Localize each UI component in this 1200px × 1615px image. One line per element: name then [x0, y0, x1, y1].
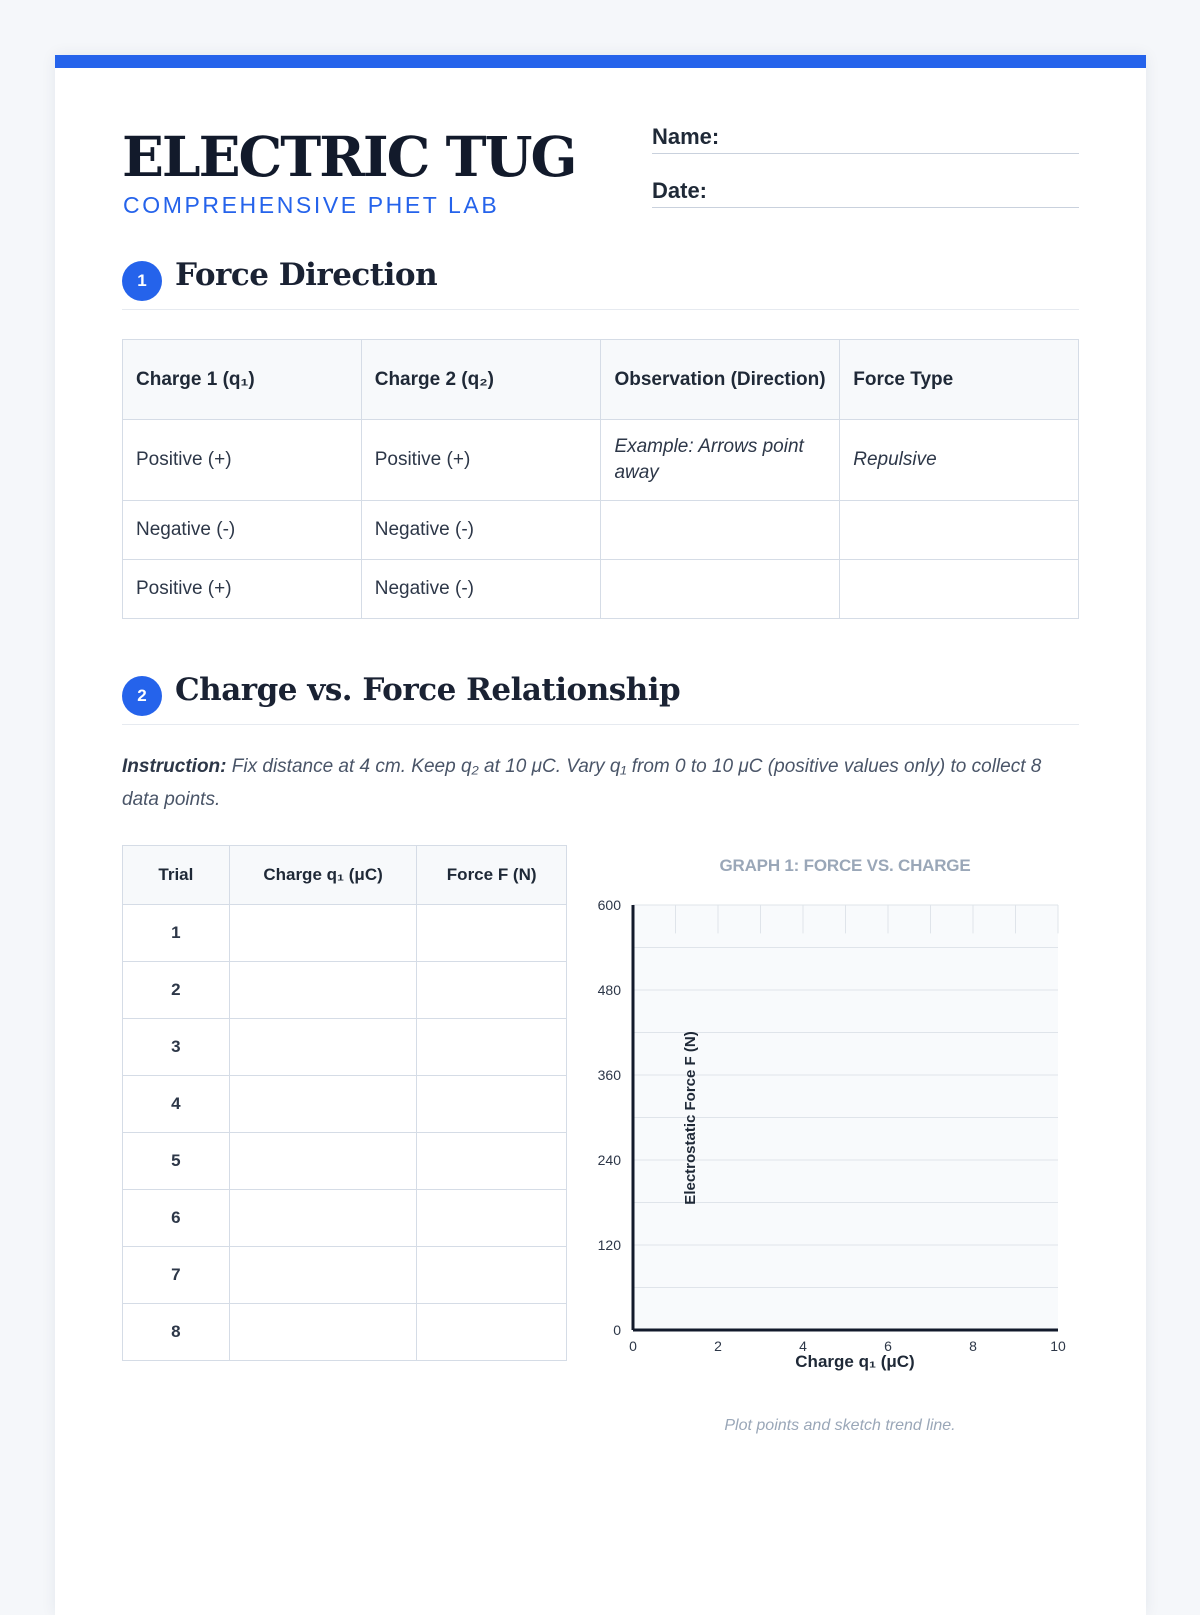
- force-cell[interactable]: [417, 1076, 567, 1133]
- charge-1-cell: Positive (+): [123, 560, 362, 619]
- x-tick-label: 6: [884, 1338, 892, 1354]
- table-row: [123, 560, 1079, 619]
- force-direction-table: [122, 339, 1079, 619]
- page-subtitle: COMPREHENSIVE PHET LAB: [123, 192, 500, 218]
- table-row: [123, 1019, 567, 1076]
- trial-number: 2: [123, 962, 230, 1019]
- section-title: Force Direction: [175, 257, 438, 293]
- table-row: [123, 1076, 567, 1133]
- force-type-cell[interactable]: Repulsive: [840, 420, 1079, 501]
- y-tick-label: 480: [597, 982, 621, 998]
- y-tick-label: 240: [597, 1152, 621, 1168]
- observation-cell[interactable]: Example: Arrows point away: [601, 420, 840, 501]
- trial-number: 8: [123, 1304, 230, 1361]
- charge-cell[interactable]: [229, 1076, 417, 1133]
- graph-y-axis-label: Electrostatic Force F (N): [682, 1031, 699, 1205]
- date-field[interactable]: [652, 176, 1079, 208]
- instruction-label: Instruction:: [122, 756, 227, 777]
- charge-cell[interactable]: [229, 1247, 417, 1304]
- section-title: Charge vs. Force Relationship: [175, 672, 681, 708]
- charge-cell[interactable]: [229, 962, 417, 1019]
- column-header: Force Type: [840, 340, 1079, 420]
- y-tick-label: 0: [613, 1322, 621, 1338]
- observation-cell[interactable]: [601, 560, 840, 619]
- section-number-badge: 1: [122, 261, 162, 301]
- column-header: Observation (Direction): [601, 340, 840, 420]
- charge-2-cell: Positive (+): [361, 420, 601, 501]
- table-row: [123, 420, 1079, 501]
- column-header: Charge 1 (q₁): [123, 340, 362, 420]
- trial-number: 5: [123, 1133, 230, 1190]
- page-title: ELECTRIC TUG: [122, 124, 576, 189]
- force-cell[interactable]: [417, 1133, 567, 1190]
- section-charge-force-header: [122, 672, 1079, 725]
- charge-cell[interactable]: [229, 1019, 417, 1076]
- column-header: Charge q₁ (μC): [229, 846, 417, 905]
- trial-number: 6: [123, 1190, 230, 1247]
- x-tick-label: 4: [799, 1338, 807, 1354]
- x-tick-label: 2: [714, 1338, 722, 1354]
- trial-number: 3: [123, 1019, 230, 1076]
- charge-cell[interactable]: [229, 1304, 417, 1361]
- graph-caption: Plot points and sketch trend line.: [724, 1417, 956, 1434]
- table-row: [123, 962, 567, 1019]
- data-table: [122, 845, 567, 1361]
- force-cell[interactable]: [417, 1304, 567, 1361]
- x-tick-label: 10: [1050, 1338, 1066, 1354]
- graph-x-axis-label: Charge q₁ (μC): [795, 1352, 915, 1371]
- table-row: [123, 1304, 567, 1361]
- charge-cell[interactable]: [229, 1190, 417, 1247]
- force-vs-charge-graph[interactable]: [575, 895, 1145, 1355]
- column-header: Trial: [123, 846, 230, 905]
- name-label: Name:: [652, 124, 720, 149]
- table-row: [123, 1247, 567, 1304]
- charge-2-cell: Negative (-): [361, 560, 601, 619]
- y-tick-label: 600: [597, 897, 621, 913]
- x-tick-label: 8: [969, 1338, 977, 1354]
- force-cell[interactable]: [417, 1190, 567, 1247]
- y-tick-label: 360: [597, 1067, 621, 1083]
- force-cell[interactable]: [417, 1019, 567, 1076]
- charge-1-cell: Negative (-): [123, 501, 362, 560]
- trial-number: 7: [123, 1247, 230, 1304]
- charge-1-cell: Positive (+): [123, 420, 362, 501]
- trial-number: 1: [123, 905, 230, 962]
- force-cell[interactable]: [417, 1247, 567, 1304]
- charge-cell[interactable]: [229, 1133, 417, 1190]
- force-cell[interactable]: [417, 962, 567, 1019]
- table-row: [123, 1133, 567, 1190]
- table-row: [123, 501, 1079, 560]
- instruction-body: Fix distance at 4 cm. Keep q₂ at 10 μC. Vary q₁ from 0 to 10 μC (positive values only) to collect 8 data points.: [122, 756, 1042, 810]
- force-type-cell[interactable]: [840, 560, 1079, 619]
- observation-cell[interactable]: [601, 501, 840, 560]
- force-cell[interactable]: [417, 905, 567, 962]
- column-header: Charge 2 (q₂): [361, 340, 601, 420]
- charge-2-cell: Negative (-): [361, 501, 601, 560]
- force-type-cell[interactable]: [840, 501, 1079, 560]
- date-label: Date:: [652, 178, 708, 203]
- table-row: [123, 1190, 567, 1247]
- section-force-direction-header: [122, 257, 1079, 310]
- worksheet-page: [55, 55, 1146, 1615]
- instruction-text: [122, 750, 1079, 816]
- table-row: [123, 905, 567, 962]
- y-tick-label: 120: [597, 1237, 621, 1253]
- trial-number: 4: [123, 1076, 230, 1133]
- accent-bar: [55, 55, 1146, 68]
- x-tick-label: 0: [629, 1338, 637, 1354]
- charge-cell[interactable]: [229, 905, 417, 962]
- graph-title: GRAPH 1: FORCE VS. CHARGE: [719, 856, 971, 875]
- section-number-badge: 2: [122, 676, 162, 716]
- name-field[interactable]: [652, 122, 1079, 154]
- column-header: Force F (N): [417, 846, 567, 905]
